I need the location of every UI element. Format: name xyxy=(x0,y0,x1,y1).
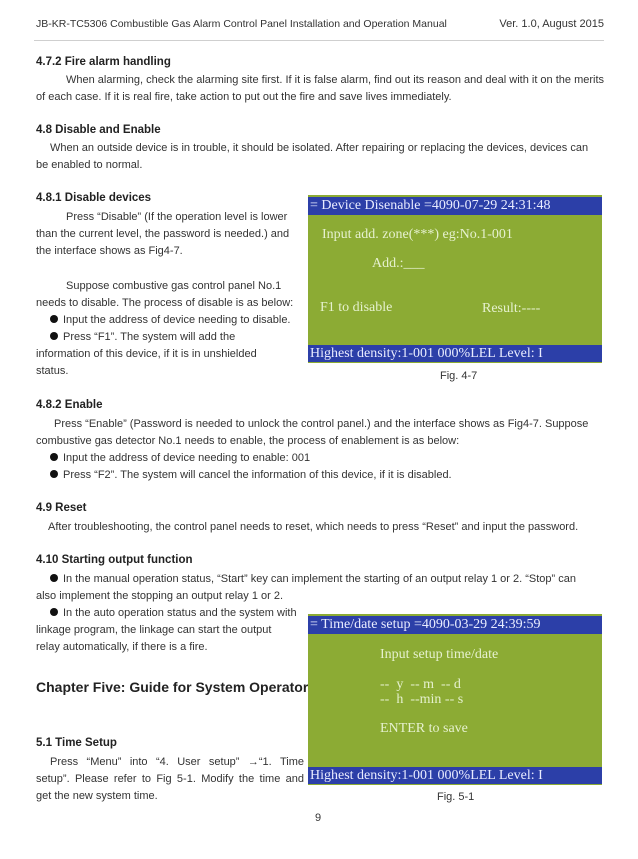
lcd-result: Result:---- xyxy=(482,301,541,316)
lcd-status-bar: Highest density:1-001 000%LEL Level: I xyxy=(308,345,602,362)
s48-line-1: When an outside device is in trouble, it should be isolated. After repairing or replacing the devices, devices can xyxy=(50,142,589,154)
lcd-status-bar: Highest density:1-001 000%LEL Level: I xyxy=(308,767,602,784)
s49-line-1: After troubleshooting, the control panel needs to reset, which needs to press “Reset” and input the password. xyxy=(48,521,579,533)
s51-line-2: setup”. Please refer to Fig 5-1. Modify the time and xyxy=(36,773,304,785)
s481-line-6: information of this device, if it is in unshielded xyxy=(36,348,257,360)
s482-line-2: combustive gas detector No.1 needs to enable, the process of enablement is as below: xyxy=(36,435,460,447)
s482-bullet-1 xyxy=(50,450,310,467)
lcd-setup-prompt: Input setup time/date xyxy=(380,647,499,662)
chapter-five-heading: Chapter Five: Guide for System Operator xyxy=(36,679,309,695)
section-4-9-title: 4.9 Reset xyxy=(36,502,87,514)
s410-line-5: relay automatically, if there is a fire. xyxy=(36,641,208,653)
section-4-8-1-title: 4.8.1 Disable devices xyxy=(36,192,152,204)
s481-line-2: than the current level, the password is needed.) and xyxy=(36,228,290,240)
header-version: Ver. 1.0, August 2015 xyxy=(499,18,604,30)
bullet-icon xyxy=(50,315,58,323)
s410-line-2: also implement the stopping an output relay 1 or 2. xyxy=(36,590,284,602)
lcd-f1-hint: F1 to disable xyxy=(320,300,393,315)
s481-line-1: Press “Disable” (If the operation level is lower xyxy=(66,211,288,223)
bullet-icon xyxy=(50,453,58,461)
s482-bullet-2 xyxy=(50,467,452,484)
header-title: JB-KR-TC5306 Combustible Gas Alarm Control Panel Installation and Operation Manual xyxy=(36,18,447,30)
bullet-icon xyxy=(50,574,58,582)
s481-line-3: the interface shows as Fig4-7. xyxy=(36,245,183,257)
s481-bullet-1-text: Input the address of device needing to disable. xyxy=(63,314,291,326)
s481-line-7: status. xyxy=(36,365,69,377)
s410-line-4: linkage program, the linkage can start the output xyxy=(36,624,272,636)
s51-line-1: Press “Menu” into “4. User setup” →“1. Time xyxy=(50,756,304,768)
s482-bullet-2-text: Press “F2”. The system will cancel the information of this device, if it is disabled. xyxy=(63,469,452,481)
s481-bullet-2 xyxy=(50,329,235,346)
lcd-screen-fig-5-1 xyxy=(308,614,602,785)
s481-bullet-1 xyxy=(50,312,291,329)
lcd-date-fields: -- y -- m -- d xyxy=(380,677,461,692)
s410-line-1-text: In the manual operation status, “Start” key can implement the starting of an output relay 1 or 2. “Stop” can xyxy=(63,573,576,585)
s410-line-3-text: In the auto operation status and the system with xyxy=(63,607,297,619)
bullet-icon xyxy=(50,608,58,616)
s472-line-1: When alarming, check the alarming site first. If it is false alarm, find out its reason and deal with it on the merits xyxy=(66,74,605,86)
s410-line-3 xyxy=(50,605,297,622)
s482-bullet-1-text: Input the address of device needing to enable: 001 xyxy=(63,452,311,464)
s481-line-4: Suppose combustive gas control panel No.1 xyxy=(66,280,282,292)
fig-4-7-caption: Fig. 4-7 xyxy=(440,370,478,382)
s481-line-5: needs to disable. The process of disable is as below: xyxy=(36,297,294,309)
lcd-input-prompt: Input add. zone(***) eg:No.1-001 xyxy=(322,227,513,242)
s410-line-1 xyxy=(50,571,576,588)
section-4-7-2-title: 4.7.2 Fire alarm handling xyxy=(36,56,171,68)
lcd-title-bar: = Time/date setup =4090-03-29 24:39:59 xyxy=(308,616,602,634)
s51-line-3: get the new system time. xyxy=(36,790,158,802)
page-number: 9 xyxy=(315,812,322,824)
s482-line-1: Press “Enable” (Password is needed to unlock the control panel.) and the interface shows as Fig4-7. Suppose xyxy=(54,418,589,430)
bullet-icon xyxy=(50,470,58,478)
header-rule xyxy=(34,40,604,41)
section-5-1-title: 5.1 Time Setup xyxy=(36,737,117,749)
lcd-enter-hint: ENTER to save xyxy=(380,721,468,736)
s472-line-2: of each case. If it is real fire, take action to put out the fire and save lives immediately. xyxy=(36,91,452,103)
section-4-8-2-title: 4.8.2 Enable xyxy=(36,399,103,411)
s481-bullet-2-text: Press “F1”. The system will add the xyxy=(63,331,236,343)
lcd-time-fields: -- h --min -- s xyxy=(380,692,464,707)
lcd-title-bar: = Device Disenable =4090-07-29 24:31:48 xyxy=(308,197,602,215)
bullet-icon xyxy=(50,332,58,340)
s48-line-2: be enabled to normal. xyxy=(36,159,143,171)
fig-5-1-caption: Fig. 5-1 xyxy=(437,791,475,803)
section-4-10-title: 4.10 Starting output function xyxy=(36,554,193,566)
lcd-screen-fig-4-7 xyxy=(308,195,602,363)
section-4-8-title: 4.8 Disable and Enable xyxy=(36,124,161,136)
lcd-address-field: Add.:___ xyxy=(372,256,425,271)
